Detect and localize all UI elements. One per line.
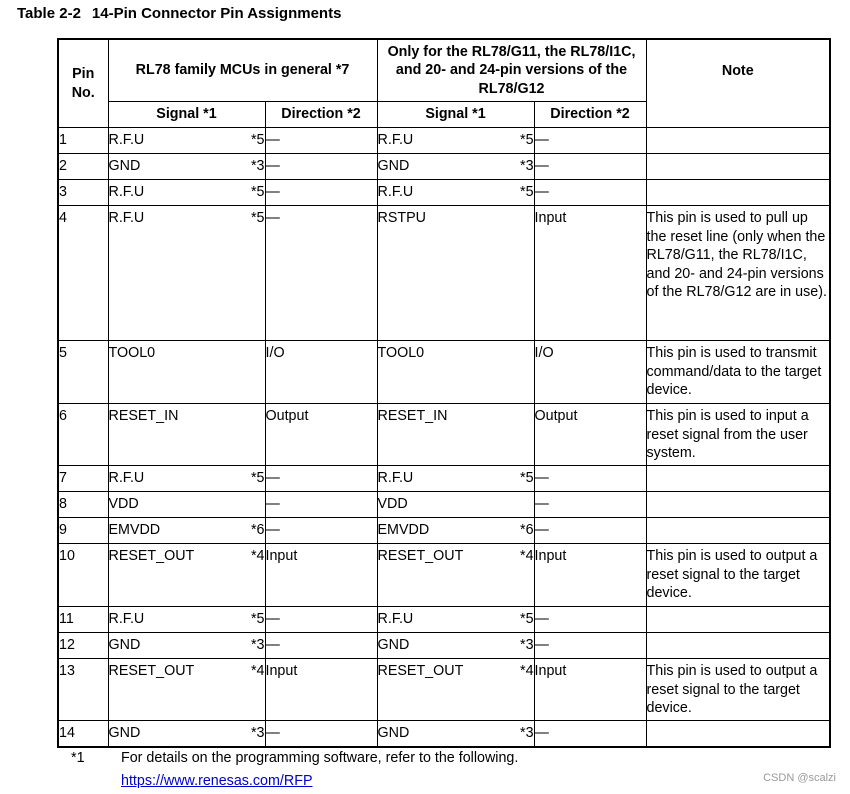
signal-name: GND [108, 725, 141, 741]
signal-ref: *5 [520, 611, 534, 627]
signal-name: EMVDD [377, 522, 430, 538]
direction-cell-general [265, 404, 377, 466]
signal-name: VDD [377, 496, 408, 512]
note-cell [646, 607, 830, 633]
signal-name: R.F.U [108, 470, 145, 486]
direction-value: — [534, 470, 549, 486]
note-text [647, 180, 830, 183]
table-row [58, 341, 830, 404]
signal-cell-general [108, 659, 265, 721]
note-text [647, 633, 830, 636]
direction-value: — [534, 158, 549, 174]
signal-cell-general [108, 492, 265, 518]
watermark: CSDN @scalzi [763, 772, 836, 784]
note-cell [646, 341, 830, 404]
pin-number: 1 [59, 132, 67, 148]
signal-name: R.F.U [108, 611, 145, 627]
pin-number: 12 [59, 637, 75, 653]
note-cell [646, 404, 830, 466]
pin-assignment-table [57, 38, 831, 748]
signal-ref: *4 [520, 548, 534, 564]
table-row [58, 206, 830, 341]
direction-value: — [265, 470, 280, 486]
pin-number-cell [58, 466, 108, 492]
signal-cell-specific [377, 659, 534, 721]
header-signal-1: Signal *1 [108, 102, 265, 128]
signal-name: RSTPU [377, 210, 426, 226]
note-cell [646, 721, 830, 747]
signal-ref: *5 [250, 470, 265, 486]
signal-name: RESET_OUT [108, 663, 195, 679]
note-text [647, 154, 830, 157]
direction-value: — [265, 637, 280, 653]
direction-cell-general [265, 466, 377, 492]
note-text [647, 607, 830, 610]
direction-value: Output [534, 408, 578, 424]
signal-cell-general [108, 206, 265, 341]
direction-cell-specific [534, 607, 646, 633]
signal-cell-specific [377, 721, 534, 747]
signal-ref: *3 [250, 725, 265, 741]
direction-value: Output [265, 408, 309, 424]
signal-ref: *3 [250, 158, 265, 174]
direction-cell-general [265, 492, 377, 518]
direction-value: — [534, 611, 549, 627]
table-row [58, 466, 830, 492]
header-direction-1: Direction *2 [265, 102, 377, 128]
footnote-marker: *1 [71, 750, 85, 766]
note-cell [646, 492, 830, 518]
direction-cell-specific [534, 404, 646, 466]
pin-number-cell [58, 180, 108, 206]
header-group-general: RL78 family MCUs in general *7 [108, 39, 377, 102]
table-row [58, 518, 830, 544]
signal-name: R.F.U [377, 611, 414, 627]
note-text [647, 721, 830, 724]
signal-cell-general [108, 607, 265, 633]
signal-name: TOOL0 [108, 345, 156, 361]
table-title-text: 14-Pin Connector Pin Assignments [91, 5, 342, 22]
signal-name: R.F.U [108, 132, 145, 148]
direction-cell-specific [534, 466, 646, 492]
note-cell [646, 154, 830, 180]
signal-name: GND [377, 725, 410, 741]
signal-name: R.F.U [377, 132, 414, 148]
header-group-specific: Only for the RL78/G11, the RL78/I1C, and 20- and 24-pin versions of the RL78/G12 [377, 39, 646, 102]
signal-ref: *3 [520, 158, 534, 174]
signal-name: R.F.U [108, 210, 145, 226]
direction-cell-general [265, 154, 377, 180]
direction-cell-specific [534, 721, 646, 747]
pin-number: 4 [59, 210, 67, 226]
signal-name: RESET_OUT [108, 548, 195, 564]
signal-cell-specific [377, 492, 534, 518]
signal-ref: *5 [250, 184, 265, 200]
signal-cell-specific [377, 206, 534, 341]
header-signal-2: Signal *1 [377, 102, 534, 128]
direction-value: — [534, 496, 549, 512]
signal-name: R.F.U [108, 184, 145, 200]
signal-cell-general [108, 544, 265, 607]
pin-number: 9 [59, 522, 67, 538]
direction-cell-specific [534, 128, 646, 154]
signal-name: RESET_OUT [377, 548, 464, 564]
signal-cell-specific [377, 154, 534, 180]
pin-number-cell [58, 659, 108, 721]
signal-cell-general [108, 128, 265, 154]
signal-cell-specific [377, 518, 534, 544]
signal-cell-specific [377, 607, 534, 633]
direction-value: — [265, 158, 280, 174]
signal-ref: *4 [520, 663, 534, 679]
pin-number: 5 [59, 345, 67, 361]
table-row [58, 492, 830, 518]
direction-value: I/O [534, 345, 554, 361]
footnote-link[interactable]: https://www.renesas.com/RFP [121, 773, 313, 789]
signal-name: R.F.U [377, 470, 414, 486]
direction-value: I/O [265, 345, 285, 361]
signal-ref: *6 [520, 522, 534, 538]
direction-cell-specific [534, 518, 646, 544]
direction-cell-specific [534, 341, 646, 404]
header-direction-2: Direction *2 [534, 102, 646, 128]
signal-cell-general [108, 154, 265, 180]
table-row [58, 659, 830, 721]
pin-number: 14 [59, 725, 75, 741]
note-text [647, 128, 830, 131]
note-cell [646, 128, 830, 154]
direction-value: — [534, 725, 549, 741]
pin-number-cell [58, 633, 108, 659]
signal-ref: *3 [520, 637, 534, 653]
pin-number-cell [58, 404, 108, 466]
pin-number-cell [58, 128, 108, 154]
signal-cell-general [108, 404, 265, 466]
direction-cell-general [265, 659, 377, 721]
signal-ref: *4 [250, 663, 265, 679]
direction-cell-specific [534, 180, 646, 206]
table-row [58, 154, 830, 180]
table-number: Table 2-2 [17, 5, 81, 22]
table-row [58, 544, 830, 607]
signal-name: R.F.U [377, 184, 414, 200]
signal-ref: *5 [250, 132, 265, 148]
pin-number: 13 [59, 663, 75, 679]
table-body [58, 128, 830, 747]
note-cell [646, 518, 830, 544]
direction-cell-specific [534, 492, 646, 518]
direction-value: — [265, 132, 280, 148]
signal-cell-specific [377, 544, 534, 607]
signal-ref: *3 [250, 637, 265, 653]
header-note: Note [646, 39, 830, 128]
signal-ref: *5 [250, 210, 265, 226]
note-cell [646, 180, 830, 206]
direction-value: Input [534, 210, 567, 226]
table-row [58, 128, 830, 154]
table-title [17, 5, 341, 22]
signal-ref: *3 [520, 725, 534, 741]
pin-number-cell [58, 544, 108, 607]
direction-cell-general [265, 518, 377, 544]
table-row [58, 607, 830, 633]
signal-ref: *5 [520, 470, 534, 486]
signal-ref: *4 [250, 548, 265, 564]
note-text [647, 492, 830, 495]
signal-cell-specific [377, 180, 534, 206]
signal-cell-specific [377, 341, 534, 404]
direction-value: — [534, 132, 549, 148]
direction-cell-general [265, 721, 377, 747]
signal-ref: *5 [250, 611, 265, 627]
direction-cell-general [265, 544, 377, 607]
note-text: This pin is used to output a reset signal to the target device. [646, 548, 818, 601]
signal-cell-general [108, 518, 265, 544]
direction-cell-general [265, 341, 377, 404]
note-text: This pin is used to pull up the reset line (only when the RL78/G11, the RL78/I1C, and 20- and 24-pin versions of the RL78/G12 are in use). [646, 210, 827, 300]
note-cell [646, 544, 830, 607]
note-cell [646, 206, 830, 341]
direction-value: — [534, 184, 549, 200]
pin-number: 11 [59, 611, 74, 627]
direction-cell-specific [534, 659, 646, 721]
signal-cell-general [108, 721, 265, 747]
table-row [58, 404, 830, 466]
signal-name: GND [108, 158, 141, 174]
note-cell [646, 659, 830, 721]
direction-value: Input [534, 663, 567, 679]
signal-name: GND [377, 637, 410, 653]
signal-cell-general [108, 466, 265, 492]
signal-name: GND [377, 158, 410, 174]
direction-cell-general [265, 206, 377, 341]
signal-ref: *5 [520, 184, 534, 200]
signal-name: RESET_OUT [377, 663, 464, 679]
note-text: This pin is used to output a reset signal to the target device. [646, 663, 818, 716]
signal-name: GND [108, 637, 141, 653]
signal-cell-specific [377, 633, 534, 659]
pin-number-cell [58, 154, 108, 180]
note-text: This pin is used to input a reset signal from the user system. [646, 408, 809, 461]
table-row [58, 721, 830, 747]
direction-cell-specific [534, 633, 646, 659]
direction-cell-specific [534, 154, 646, 180]
direction-value: — [265, 522, 280, 538]
pin-number: 10 [59, 548, 75, 564]
signal-cell-specific [377, 404, 534, 466]
pin-number-cell [58, 721, 108, 747]
signal-cell-general [108, 341, 265, 404]
pin-number-cell [58, 206, 108, 341]
signal-cell-specific [377, 466, 534, 492]
pin-number: 3 [59, 184, 67, 200]
note-text [647, 466, 830, 469]
direction-value: — [265, 496, 280, 512]
signal-ref: *5 [520, 132, 534, 148]
direction-value: — [534, 522, 549, 538]
direction-value: — [265, 611, 280, 627]
note-cell [646, 466, 830, 492]
signal-name: TOOL0 [377, 345, 425, 361]
direction-value: Input [265, 663, 298, 679]
footnote-text: For details on the programming software, refer to the following. [121, 750, 519, 766]
signal-name: RESET_IN [108, 408, 179, 424]
direction-cell-general [265, 180, 377, 206]
direction-value: — [534, 637, 549, 653]
direction-value: — [265, 184, 280, 200]
pin-number: 2 [59, 158, 67, 174]
direction-cell-general [265, 607, 377, 633]
table-row [58, 633, 830, 659]
pin-number-cell [58, 518, 108, 544]
table-row [58, 180, 830, 206]
signal-cell-general [108, 180, 265, 206]
signal-ref: *6 [250, 522, 265, 538]
direction-value: Input [265, 548, 298, 564]
pin-number: 7 [59, 470, 67, 486]
note-text: This pin is used to transmit command/data to the target device. [646, 345, 822, 398]
signal-name: VDD [108, 496, 139, 512]
signal-name: EMVDD [108, 522, 161, 538]
note-text [647, 518, 830, 521]
pin-number: 6 [59, 408, 67, 424]
signal-cell-general [108, 633, 265, 659]
pin-number-cell [58, 492, 108, 518]
pin-number: 8 [59, 496, 67, 512]
direction-cell-specific [534, 544, 646, 607]
header-row-1 [58, 39, 830, 102]
pin-number-cell [58, 341, 108, 404]
direction-cell-general [265, 633, 377, 659]
direction-cell-general [265, 128, 377, 154]
header-pin-no: Pin No. [58, 39, 108, 128]
note-cell [646, 633, 830, 659]
direction-cell-specific [534, 206, 646, 341]
signal-name: RESET_IN [377, 408, 448, 424]
signal-cell-specific [377, 128, 534, 154]
direction-value: Input [534, 548, 567, 564]
direction-value: — [265, 210, 280, 226]
direction-value: — [265, 725, 280, 741]
pin-number-cell [58, 607, 108, 633]
